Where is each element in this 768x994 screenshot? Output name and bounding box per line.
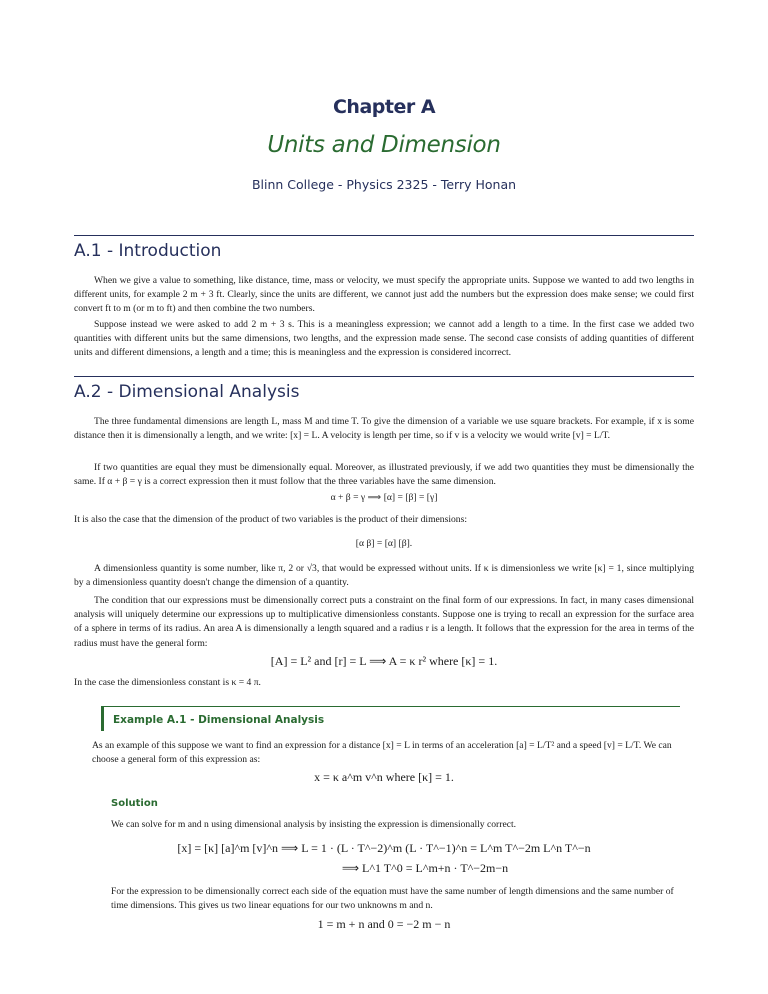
equation-linear-system: 1 = m + n and 0 = −2 m − n xyxy=(317,917,451,931)
paragraph-product: It is also the case that the dimension of the product of two variables is the product of their dimensions: xyxy=(74,514,467,525)
equation-sum-dimensions: α + β = γ ⟹ [α] = [β] = [γ] xyxy=(330,492,438,503)
chapter-label: Chapter A xyxy=(332,96,436,118)
chapter-title: Units and Dimension xyxy=(267,132,501,158)
paragraph-intro-2: Suppose instead we were asked to add 2 m + 3 s. This is a meaningless expression; we cannot add a length to a time. In the first case we added two quantities with different units but the same dimensions, two lengths, and the expression made sense. The second case consists of adding quantities of different units and different dimensions, a length and a time; this is meaningless and the expression is considered incorrect. xyxy=(74,319,694,359)
equation-product-dimensions: [α β] = [α] [β]. xyxy=(355,538,413,549)
paragraph-kappa: In the case the dimensionless constant is κ = 4 π. xyxy=(74,677,261,688)
section-divider xyxy=(74,376,694,377)
section-divider xyxy=(74,235,694,236)
chapter-subtitle: Blinn College - Physics 2325 - Terry Honan xyxy=(251,177,517,192)
section-title-dimensional-analysis: A.2 - Dimensional Analysis xyxy=(74,382,300,402)
solution-heading: Solution xyxy=(111,798,158,809)
paragraph-intro-1: When we give a value to something, like distance, time, mass or velocity, we must specify the appropriate units. Suppose we wanted to add two lengths in different units, for example 2 m + 3 ft. Clearly, since the units are different, we cannot just add the numbers but the expression does make sense; we could first convert ft to m (or m to ft) and then combine the two numbers. xyxy=(74,275,694,315)
equation-sphere-area: [A] = L² and [r] = L ⟹ A = κ r² where [κ] = 1. xyxy=(270,654,498,668)
equation-general-form: x = κ a^m v^n where [κ] = 1. xyxy=(314,770,454,784)
paragraph-solution-1: We can solve for m and n using dimensional analysis by insisting the expression is dimensionally correct. xyxy=(111,819,517,830)
equation-dimension-result: ⟹ L^1 T^0 = L^m+n · T^−2m−n xyxy=(341,861,509,875)
paragraph-dimensionless: A dimensionless quantity is some number, like π, 2 or √3, that would be expressed without units. If κ is dimensionless we write [κ] = 1, since multiplying by a dimensionless quantity doesn't change the dimension of a quantity. xyxy=(74,563,694,589)
example-box xyxy=(101,706,680,731)
paragraph-dimensions: The three fundamental dimensions are length L, mass M and time T. To give the dimension of a variable we use square brackets. For example, if x is some distance then it is dimensionally a length, and we write: [x] = L. A velocity is length per time, so if v is a velocity we would write [v] = L/T. xyxy=(74,416,694,442)
paragraph-solution-2: For the expression to be dimensionally correct each side of the equation must have the same number of length dimensions and the same number of time dimensions. This gives us two linear equations for our two unknowns m and n. xyxy=(111,886,674,912)
example-title: Example A.1 - Dimensional Analysis xyxy=(113,714,325,726)
section-title-introduction: A.1 - Introduction xyxy=(74,241,222,261)
paragraph-example: As an example of this suppose we want to find an expression for a distance [x] = L in terms of an acceleration [a] = L/T² and a speed [v] = L/T. We can choose a general form of this expression as: xyxy=(92,740,672,766)
paragraph-equal-dimensions: If two quantities are equal they must be dimensionally equal. Moreover, as illustrated previously, if we add two quantities they must be dimensionally the same. If α + β = γ is a correct expression then it must follow that the three variables have the same dimension. xyxy=(74,462,694,488)
equation-dimension-expansion: [x] = [κ] [a]^m [v]^n ⟹ L = 1 · (L · T^−2)^m (L · T^−1)^n = L^m T^−2m L^n T^−n xyxy=(177,841,591,855)
paragraph-constraint: The condition that our expressions must be dimensionally correct puts a constraint on the final form of our expressions. In fact, in many cases dimensional analysis will uniquely determine our expressions up to multiplicative dimensionless constants. Suppose one is trying to recall an expression for the surface area of a sphere in terms of its radius. An area A is dimensionally a length squared and a radius r is a length. It follows that the expression for the area in terms of the radius must have the general form: xyxy=(74,595,694,649)
